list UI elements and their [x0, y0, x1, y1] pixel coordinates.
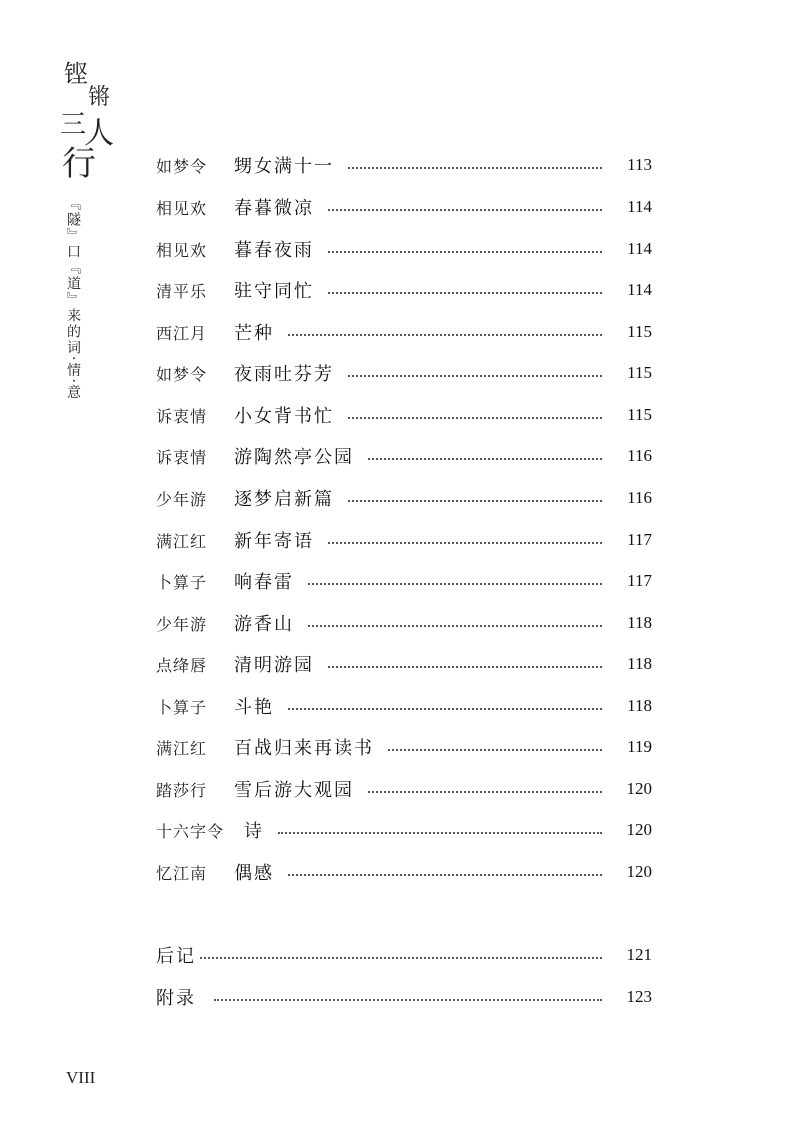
toc-page-number: 123: [626, 987, 652, 1006]
toc-tune-name: 如梦令: [156, 364, 208, 384]
toc-tune-name: 西江月: [156, 323, 208, 343]
toc-entry-title: 百战归来再读书: [234, 738, 374, 759]
toc-entry[interactable]: [156, 443, 652, 469]
toc-section-title: 附录: [156, 988, 196, 1009]
toc-page-number: 118: [627, 613, 652, 632]
book-title-char: 三: [60, 110, 87, 140]
toc-page-number: 118: [627, 696, 652, 715]
dot-leader: [368, 791, 602, 793]
toc-section-appendix[interactable]: [156, 984, 652, 1010]
toc-entry-title: 游香山: [234, 614, 294, 635]
book-title: [58, 52, 128, 184]
toc-entry[interactable]: [156, 568, 652, 594]
toc-tune-name: 卜算子: [156, 697, 208, 717]
toc-entry[interactable]: [156, 527, 652, 553]
toc-tune-name: 满江红: [156, 531, 208, 551]
toc-entry-title: 暮春夜雨: [234, 240, 314, 261]
dot-leader: [348, 375, 602, 377]
toc-entry-title: 夜雨吐芬芳: [234, 364, 334, 385]
toc-entry-title: 雪后游大观园: [234, 780, 354, 801]
dot-leader: [328, 251, 602, 253]
toc-entry[interactable]: [156, 360, 652, 386]
toc-entry[interactable]: [156, 319, 652, 345]
book-title-char: 行: [62, 144, 96, 184]
book-title-char: 锵: [88, 85, 111, 110]
toc-page-number: 113: [627, 155, 652, 174]
toc-entry[interactable]: [156, 776, 652, 802]
toc-tune-name: 满江红: [156, 738, 208, 758]
toc-page-number: 117: [627, 571, 652, 590]
toc-page-number: 116: [627, 446, 652, 465]
dot-leader: [214, 999, 602, 1001]
toc-entry-title: 响春雷: [234, 572, 294, 593]
toc-tune-name: 相见欢: [156, 240, 208, 260]
toc-entry[interactable]: [156, 651, 652, 677]
toc-tune-name: 卜算子: [156, 572, 208, 592]
toc-entry-title: 游陶然亭公园: [234, 447, 354, 468]
toc-tune-name: 如梦令: [156, 156, 208, 176]
toc-tune-name: 诉衷情: [156, 447, 208, 467]
dot-leader: [328, 209, 602, 211]
toc-entry-title: 甥女满十一: [234, 156, 334, 177]
dot-leader: [328, 666, 602, 668]
toc-page-number: 115: [627, 363, 652, 382]
toc-entry-title: 新年寄语: [234, 531, 314, 552]
toc-tune-name: 少年游: [156, 614, 208, 634]
toc-entry[interactable]: [156, 236, 652, 262]
toc-tune-name: 点绛唇: [156, 655, 208, 675]
toc-entry[interactable]: [156, 817, 652, 843]
toc-page-number: 120: [626, 862, 652, 881]
toc-entry-title: 清明游园: [234, 655, 314, 676]
dot-leader: [348, 167, 602, 169]
dot-leader: [278, 832, 602, 834]
toc-entry-title: 逐梦启新篇: [234, 489, 334, 510]
toc-entry-title: 芒种: [234, 323, 274, 344]
book-title-char: 铿: [64, 60, 88, 88]
dot-leader: [328, 542, 602, 544]
book-subtitle: 『隧』口『道』来的词·情·意: [65, 196, 81, 401]
dot-leader: [308, 625, 602, 627]
toc-entry[interactable]: [156, 485, 652, 511]
toc-entry[interactable]: [156, 693, 652, 719]
toc-entry-title: 斗艳: [234, 697, 274, 718]
dot-leader: [308, 583, 602, 585]
toc-tune-name: 相见欢: [156, 198, 208, 218]
toc-page-number: 116: [627, 488, 652, 507]
toc-page-number: 114: [627, 197, 652, 216]
toc-page-number: 117: [627, 530, 652, 549]
toc-entry-title: 诗: [244, 821, 264, 842]
toc-page-number: 114: [627, 239, 652, 258]
toc-section-afterword[interactable]: [156, 942, 652, 968]
toc-entry-title: 春暮微凉: [234, 198, 314, 219]
toc-entry-title: 驻守同忙: [234, 281, 314, 302]
dot-leader: [288, 334, 602, 336]
toc-entry[interactable]: [156, 859, 652, 885]
dot-leader: [288, 874, 602, 876]
toc-entry[interactable]: [156, 610, 652, 636]
toc-page-number: 114: [627, 280, 652, 299]
toc-entry-title: 偶感: [234, 863, 274, 884]
dot-leader: [200, 957, 602, 959]
toc-page-number: 120: [626, 779, 652, 798]
toc-page-number: 115: [627, 322, 652, 341]
page-number: VIII: [66, 1068, 96, 1087]
dot-leader: [288, 708, 602, 710]
toc-section-title: 后记: [156, 946, 196, 967]
dot-leader: [348, 417, 602, 419]
dot-leader: [348, 500, 602, 502]
toc-tune-name: 踏莎行: [156, 780, 208, 800]
toc-entry[interactable]: [156, 152, 652, 178]
toc-tune-name: 诉衷情: [156, 406, 208, 426]
toc-entry[interactable]: [156, 194, 652, 220]
toc-tune-name: 少年游: [156, 489, 208, 509]
toc-entry[interactable]: [156, 734, 652, 760]
toc-page-number: 119: [627, 737, 652, 756]
toc-page-number: 118: [627, 654, 652, 673]
toc-page-number: 121: [626, 945, 652, 964]
toc-page-number: 115: [627, 405, 652, 424]
toc-tune-name: 十六字令: [156, 821, 225, 841]
toc-entry-title: 小女背书忙: [234, 406, 334, 427]
dot-leader: [368, 458, 602, 460]
book-title-char: 人: [84, 116, 114, 151]
toc-entry[interactable]: [156, 277, 652, 303]
toc-tune-name: 忆江南: [156, 863, 208, 883]
dot-leader: [328, 292, 602, 294]
toc-page-number: 120: [626, 820, 652, 839]
toc-tune-name: 清平乐: [156, 281, 208, 301]
toc-entry[interactable]: [156, 402, 652, 428]
dot-leader: [388, 749, 602, 751]
